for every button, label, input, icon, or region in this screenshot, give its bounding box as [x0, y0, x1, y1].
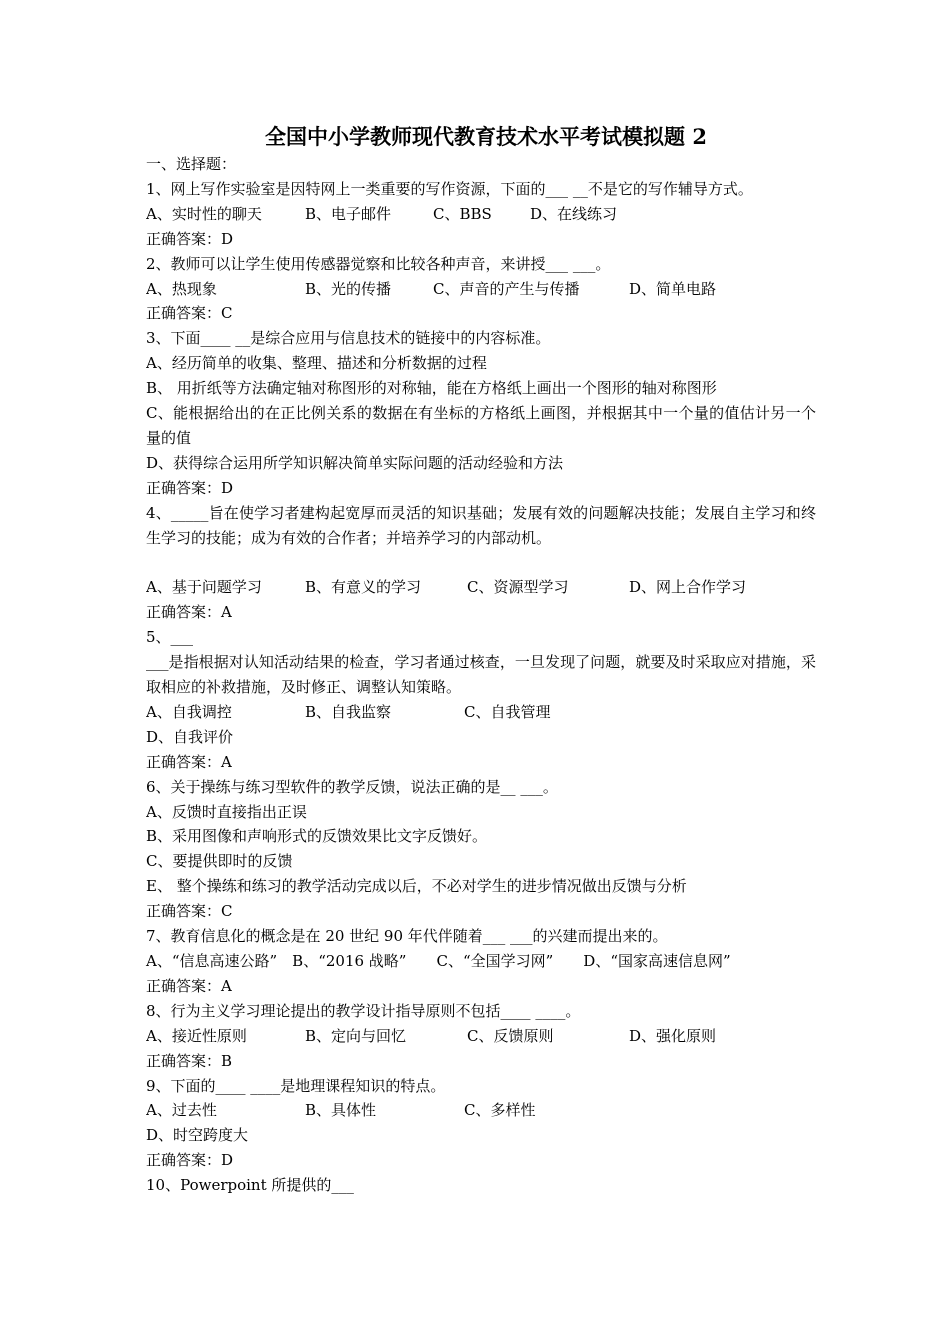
- question-3-stem: 3、下面____ __是综合应用与信息技术的链接中的内容标准。: [146, 329, 551, 348]
- question-10-stem: 10、Powerpoint 所提供的___: [146, 1176, 354, 1195]
- question-8-stem: 8、行为主义学习理论提出的教学设计指导原则不包括____ ____。: [146, 1001, 581, 1020]
- option-d: D、时空跨度大: [146, 1126, 249, 1145]
- question-2-answer: 正确答案：C: [146, 304, 233, 323]
- document-page: [146, 122, 816, 1198]
- option-c: C、多样性: [464, 1101, 536, 1120]
- question-7-options: A、“信息高速公路” B、“2016 战略” C、“全国学习网” D、“国家高速信息网”: [146, 951, 731, 970]
- question-8-answer: 正确答案：B: [146, 1051, 233, 1070]
- option-c: C、能根据给出的在正比例关系的数据在有坐标的方格纸上画图，并根据其中一个量的值估计另一个量的值: [146, 404, 816, 447]
- option-b: B、 用折纸等方法确定轴对称图形的对称轴，能在方格纸上画出一个图形的轴对称图形: [146, 379, 717, 398]
- option-a: A、实时性的聊天: [146, 204, 262, 223]
- section-heading: 一、选择题：: [146, 155, 237, 173]
- question-3-answer: 正确答案：D: [146, 478, 234, 497]
- option-a: A、过去性: [146, 1101, 217, 1120]
- option-b: B、具体性: [305, 1101, 377, 1120]
- option-a: A、热现象: [146, 279, 217, 298]
- option-b: B、自我监察: [305, 702, 392, 721]
- question-9-options: [146, 1098, 816, 1123]
- option-a: A、反馈时直接指出正误: [146, 802, 307, 821]
- question-8-options: [146, 1024, 816, 1049]
- option-a: A、经历简单的收集、整理、描述和分析数据的过程: [146, 354, 487, 373]
- question-1-options: [146, 202, 816, 227]
- option-d: D、获得综合运用所学知识解决简单实际问题的活动经验和方法: [146, 453, 564, 472]
- question-4-options: [146, 575, 816, 600]
- question-4-stem: 4、_____旨在使学习者建构起宽厚而灵活的知识基础；发展有效的问题解决技能；发展自主学习和终生学习的技能；成为有效的合作者；并培养学习的内部动机。: [146, 503, 816, 547]
- question-5-answer: 正确答案：A: [146, 752, 232, 771]
- option-a: A、自我调控: [146, 702, 232, 721]
- question-5-stem: ___是指根据对认知活动结果的检查，学习者通过核查，一旦发现了问题，就要及时采取应对措施，采取相应的补救措施，及时修正、调整认知策略。: [146, 653, 816, 697]
- question-2-options: [146, 277, 816, 302]
- option-d: D、在线练习: [530, 204, 618, 223]
- option-c: C、自我管理: [464, 702, 551, 721]
- document-title: 全国中小学教师现代教育技术水平考试模拟题 2: [265, 124, 707, 149]
- option-c: C、声音的产生与传播: [433, 279, 580, 298]
- question-7-answer: 正确答案：A: [146, 976, 232, 995]
- question-6-stem: 6、关于操练与练习型软件的教学反馈，说法正确的是__ ___。: [146, 777, 558, 796]
- option-b: B、有意义的学习: [305, 578, 422, 597]
- question-7-stem: 7、教育信息化的概念是在 20 世纪 90 年代伴随着___ ___的兴建而提出来的。: [146, 927, 668, 946]
- option-a: A、基于问题学习: [146, 578, 262, 597]
- option-c: C、资源型学习: [467, 578, 569, 597]
- option-d: D、强化原则: [629, 1026, 717, 1045]
- option-c: C、BBS: [433, 204, 492, 223]
- option-c: C、要提供即时的反馈: [146, 852, 293, 871]
- option-b: B、采用图像和声响形式的反馈效果比文字反馈好。: [146, 827, 488, 846]
- option-d: D、网上合作学习: [629, 578, 747, 597]
- question-5-options: [146, 700, 816, 725]
- option-b: B、电子邮件: [305, 204, 392, 223]
- question-1-stem: 1、网上写作实验室是因特网上一类重要的写作资源，下面的___ __不是它的写作辅导方式。: [146, 179, 753, 198]
- question-2-stem: 2、教师可以让学生使用传感器觉察和比较各种声音，来讲授___ ___。: [146, 254, 611, 273]
- question-1-answer: 正确答案：D: [146, 229, 234, 248]
- option-c: C、反馈原则: [467, 1026, 554, 1045]
- question-6-answer: 正确答案：C: [146, 902, 233, 921]
- question-5-stem-first: 5、___: [146, 628, 194, 647]
- blank-line: [146, 551, 816, 576]
- option-a: A、接近性原则: [146, 1026, 247, 1045]
- option-d: D、自我评价: [146, 727, 234, 746]
- option-b: B、定向与回忆: [305, 1026, 407, 1045]
- question-4-answer: 正确答案：A: [146, 603, 232, 622]
- question-9-stem: 9、下面的____ ____是地理课程知识的特点。: [146, 1076, 446, 1095]
- option-d: D、简单电路: [629, 279, 717, 298]
- option-e: E、 整个操练和练习的教学活动完成以后，不必对学生的进步情况做出反馈与分析: [146, 877, 687, 896]
- question-9-answer: 正确答案：D: [146, 1151, 234, 1170]
- option-b: B、光的传播: [305, 279, 392, 298]
